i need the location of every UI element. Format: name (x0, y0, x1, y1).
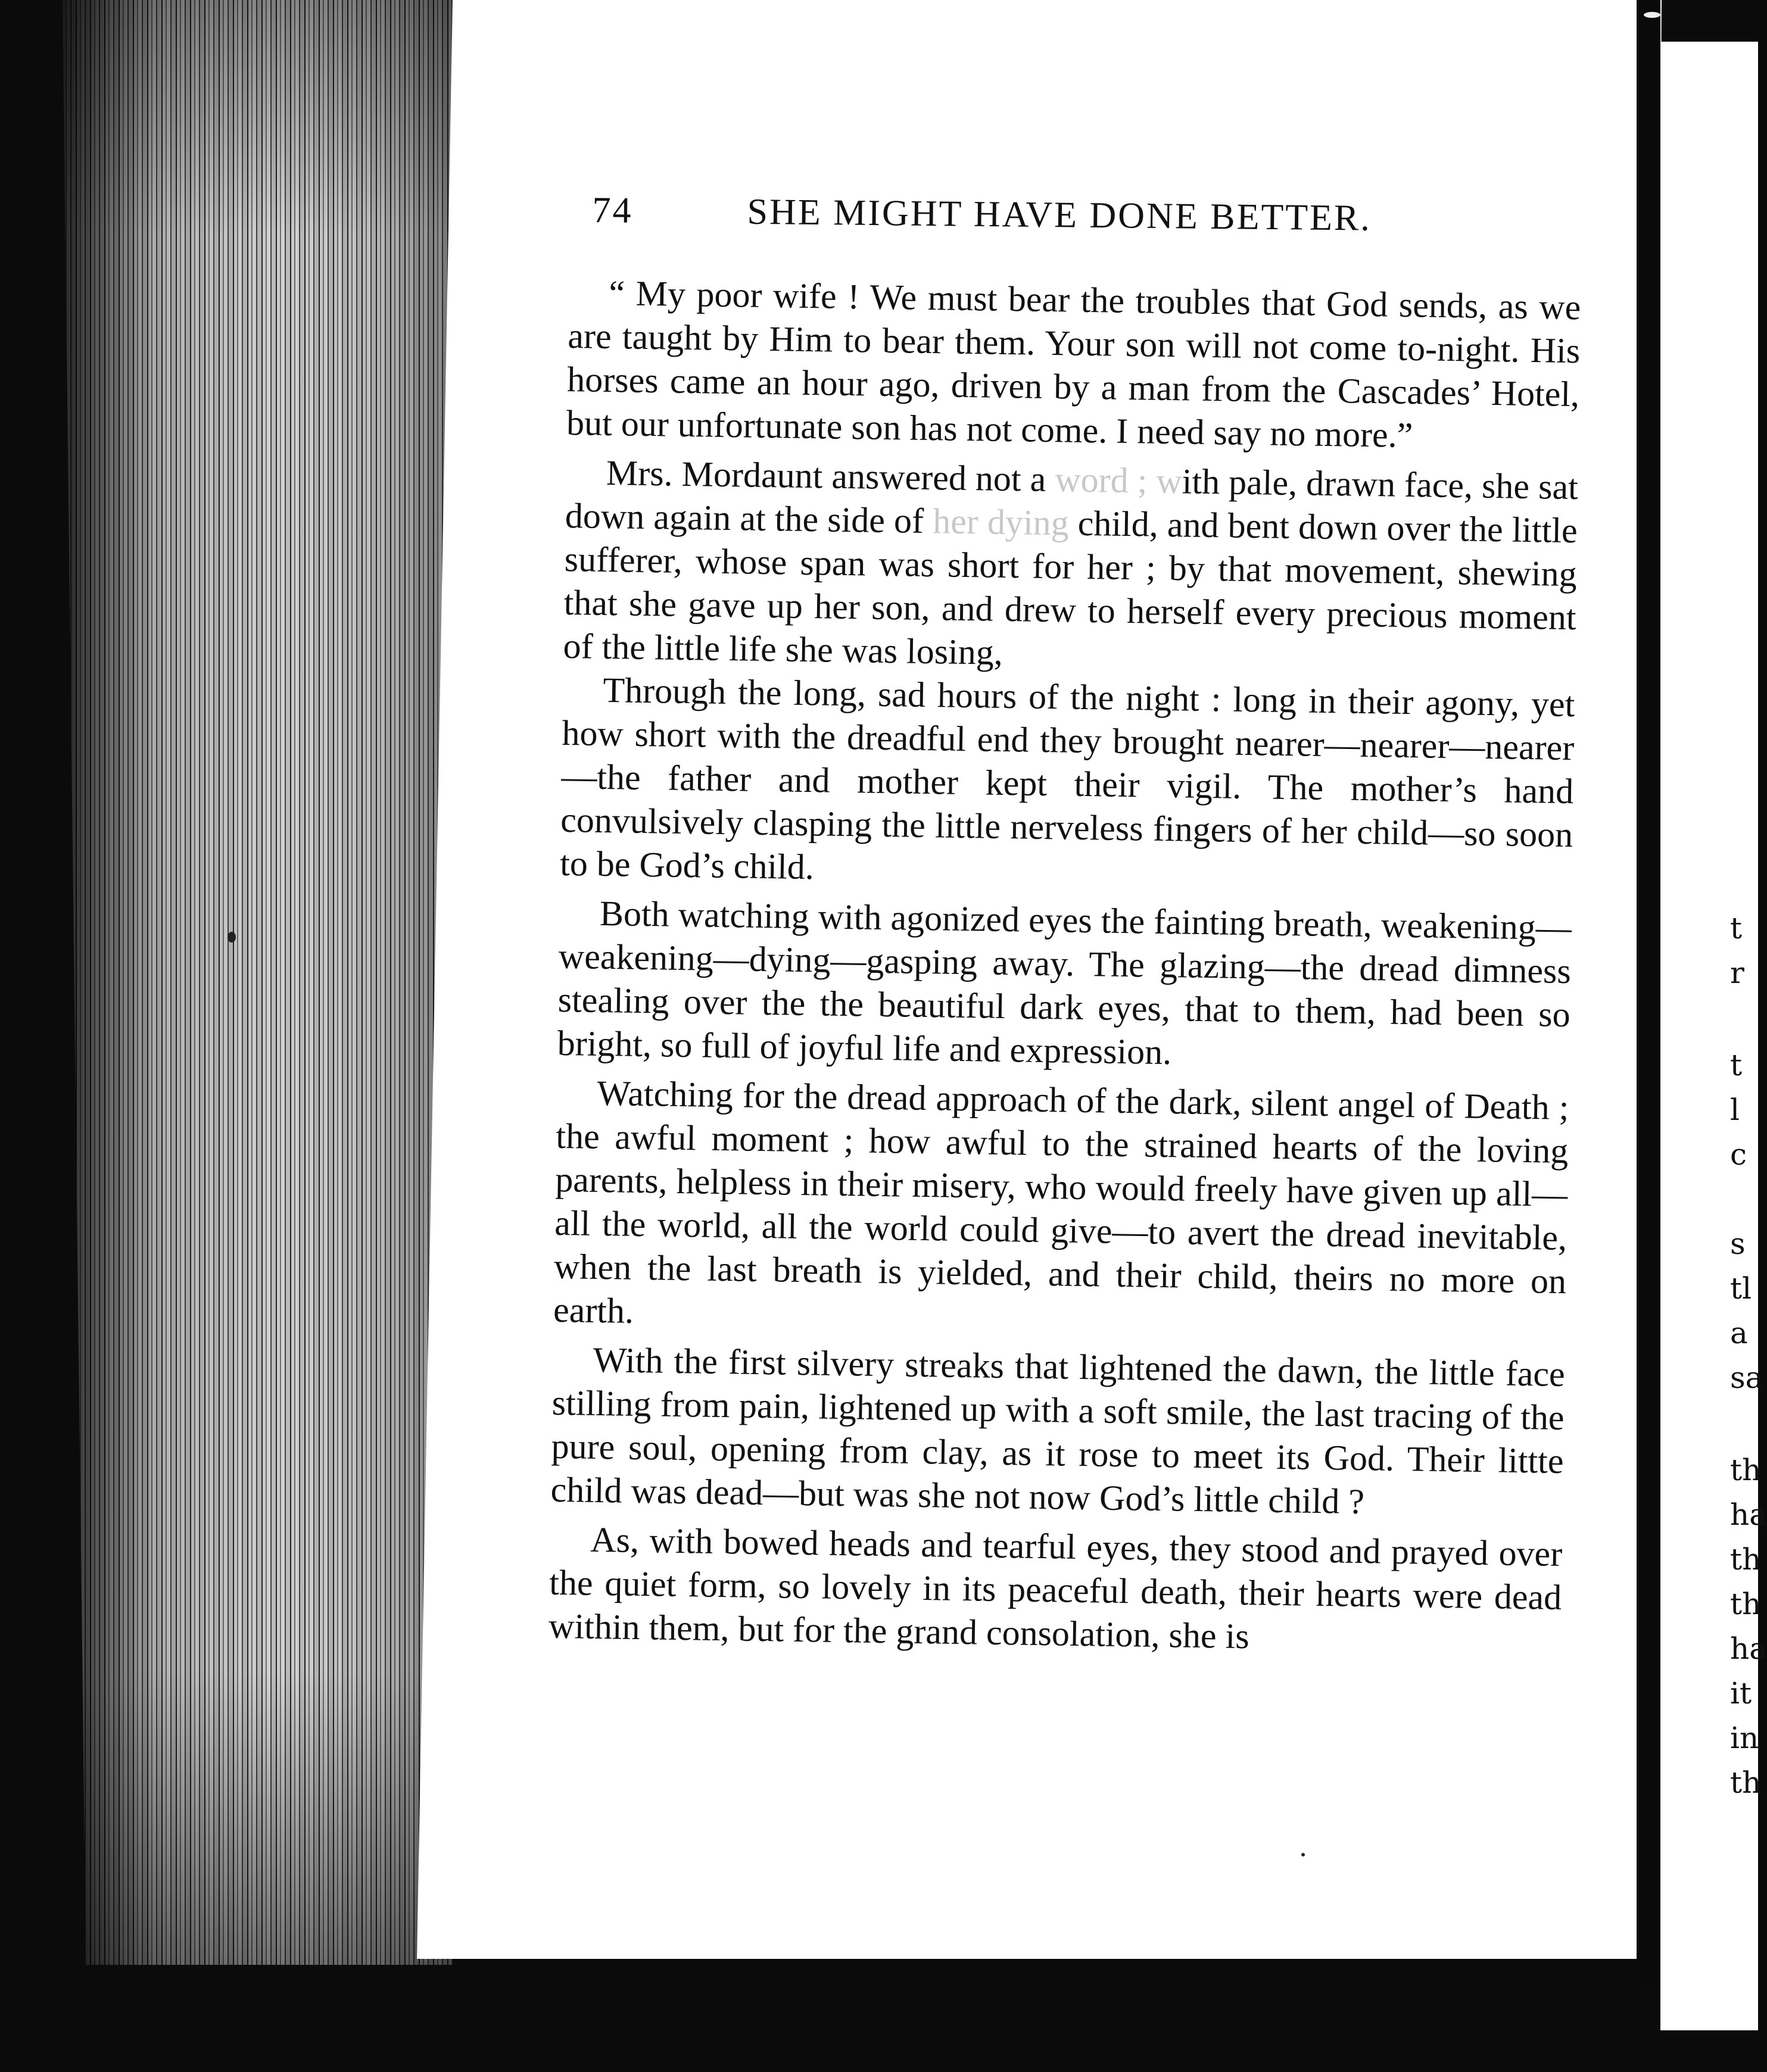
book-gutter (1637, 0, 1660, 1983)
facing-fragment: th (1730, 1453, 1762, 1487)
facing-fragment: t (1730, 911, 1743, 945)
facing-fragment: r (1730, 956, 1744, 990)
paragraph: With the first silvery streaks that lightened the dawn, the little face stilling from pain, lightened up with a soft smile, the last tracing of the pure soul, opening from clay, as it rose to meet its God. Their littte child was dead—but was she not now God’s little child ? (550, 1340, 1566, 1522)
text-run: child, and bent down over the little sufferer, whose span was short for her ; by that movement, shewing that she gave up her son, and drew to herself every precious moment of the little life she was losing, (563, 503, 1578, 672)
facing-fragment: ha (1730, 1497, 1767, 1532)
facing-fragment: t (1730, 1048, 1743, 1082)
facing-fragment: tl (1730, 1271, 1752, 1306)
facing-fragment: l (1730, 1093, 1740, 1127)
paragraph: “ My poor wife ! We must bear the troubles that God sends, as we are taught by Him to bear them. Your son will not come to-night. His horses came an hour ago, driven by a man from the Cascades’ Hotel, but our unfortunate son has not come. I need say no more.” (566, 273, 1581, 455)
faded-text-run: her dying (932, 501, 1070, 543)
facing-fragment: th (1730, 1542, 1762, 1577)
facing-fragment: th (1730, 1587, 1762, 1621)
scan-speck (228, 932, 236, 943)
text-run: Mrs. Mordaunt answered not a (606, 453, 1055, 500)
paragraph: Through the long, sad hours of the night : long in their agony, yet how short with the dreadful end they brought nearer—nearer—nearer—the father and mother kept their vigil. The mother’s hand convulsively clasping the little nerveless fingers of her child—so soon to be God’s child. (559, 670, 1575, 887)
facing-fragment: it (1730, 1676, 1752, 1711)
page-edge-shadow (63, 0, 453, 1965)
facing-fragment: th (1730, 1765, 1762, 1800)
facing-fragment: in (1730, 1721, 1759, 1755)
paragraph (563, 451, 1578, 683)
facing-page-text-fragments (1730, 0, 1767, 2072)
scan-speck (1644, 12, 1660, 18)
text-run: ith pale, drawn face, she sat down again at the side of (565, 461, 1579, 541)
paragraph: As, with bowed heads and tearful eyes, they stood and prayed over the quiet form, so lovely in its peaceful death, their hearts were dead within them, but for the grand consolation, she is (548, 1519, 1563, 1656)
paragraph: Both watching with agonized eyes the fainting breath, weakening—weakening—dying—gasping away. The glazing—the dread dimness stealing over the the beautiful dark eyes, that to them, had been so bright, so full of joyful life and expression. (557, 893, 1572, 1072)
facing-fragment: a (1730, 1316, 1748, 1350)
running-head-title: SHE MIGHT HAVE DONE BETTER. (747, 191, 1372, 239)
scan-speck (1301, 1853, 1305, 1856)
faded-text-run: word ; w (1054, 460, 1183, 501)
facing-fragment: c (1730, 1137, 1747, 1172)
page-header (592, 189, 1438, 241)
paragraph: Watching for the dread approach of the dark, silent angel of Death ; the awful moment ; how awful to the strained hearts of the loving parents, helpless in their misery, who would freely have given up all—all the world, all the world could give—to avert the dread inevitable, when the last breath is yielded, and their child, theirs no more on earth. (553, 1073, 1569, 1331)
page-number: 74 (592, 189, 633, 231)
facing-fragment: sa (1730, 1360, 1763, 1395)
facing-fragment: ha (1730, 1631, 1767, 1666)
body-text (549, 271, 1581, 1669)
facing-fragment: s (1730, 1227, 1746, 1261)
